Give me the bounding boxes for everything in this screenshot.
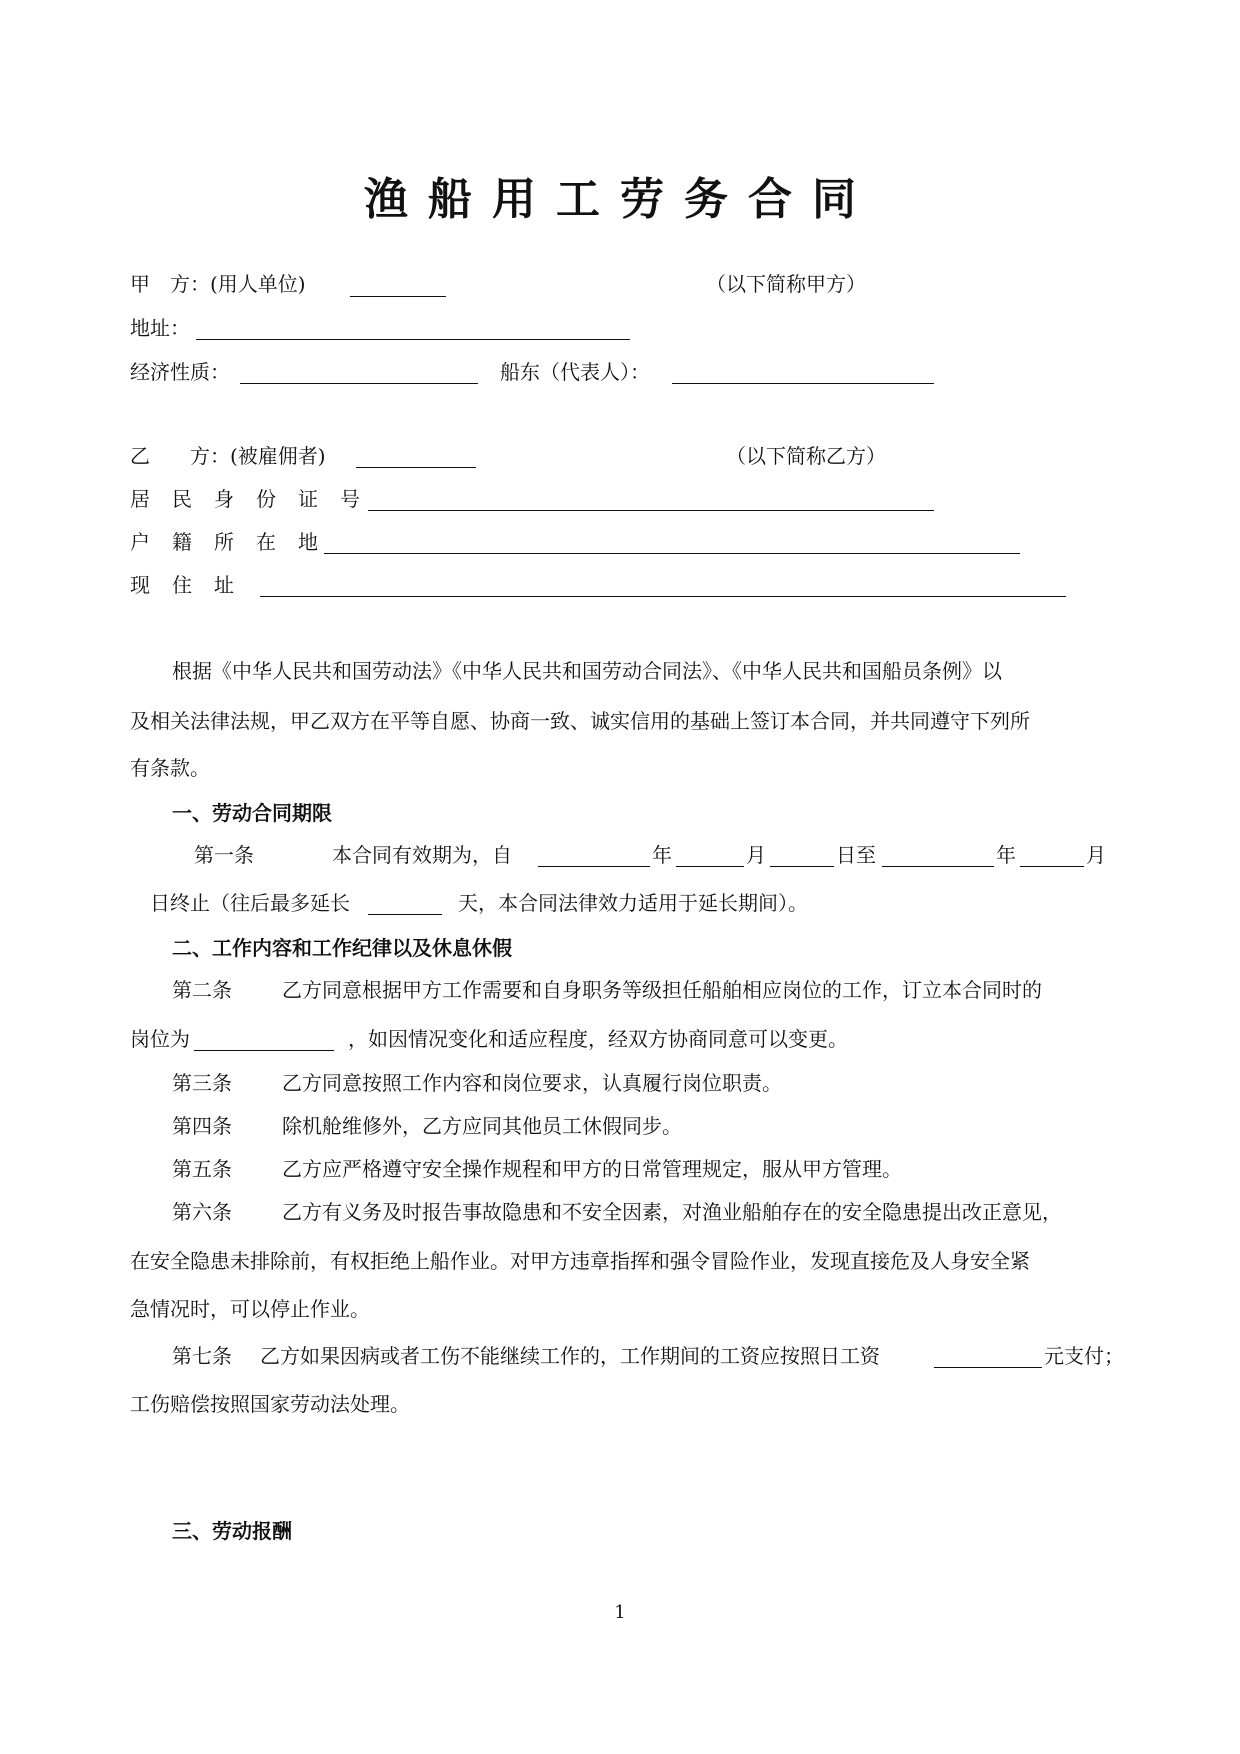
owner-label: 船东（代表人）： [500,360,650,384]
residence-label: 现住址 [130,573,256,597]
article-4-text: 除机舱维修外，乙方应同其他员工休假同步。 [282,1114,682,1138]
party-b-suffix: （以下简称乙方） [726,444,886,468]
article-5-text: 乙方应严格遵守安全操作规程和甲方的日常管理规定，服从甲方管理。 [282,1157,902,1181]
section-3-heading: 三、劳动报酬 [172,1519,292,1543]
start-month-label: 月 [746,843,766,867]
party-a-suffix: （以下简称甲方） [706,272,866,296]
end-year-line [882,866,994,867]
article-7-line-1a: 乙方如果因病或者工伤不能继续工作的，工作期间的工资应按照日工资 [260,1344,880,1368]
party-a-name-line [350,296,446,297]
party-b-name-line [356,467,476,468]
end-year-label: 年 [996,843,1016,867]
article-6-line-2: 在安全隐患未排除前，有权拒绝上船作业。对甲方违章指挥和强令冒险作业，发现直接危及人身安全紧 [130,1249,1030,1273]
article-6-label: 第六条 [172,1200,232,1224]
page-number: 1 [614,1602,626,1623]
article-1-text: 本合同有效期为，自 [332,843,512,867]
article-2-label: 第二条 [172,978,232,1002]
address-label: 地址： [130,316,190,340]
document-title: 渔船用工劳务合同 [364,174,876,225]
start-year-line [538,866,650,867]
party-a-label: 甲 方：(用人单位) [130,272,306,296]
article-7-label: 第七条 [172,1344,232,1368]
preamble-line-3: 有条款。 [130,756,210,780]
owner-line [672,383,934,384]
article-1-label: 第一条 [194,843,254,867]
id-label: 居民身份证号 [130,487,382,511]
household-label: 户籍所在地 [130,530,340,554]
article-7-line-2: 工伤赔偿按照国家劳动法处理。 [130,1392,410,1416]
id-line [368,510,934,511]
household-line [324,553,1020,554]
end-month-label: 月 [1086,843,1106,867]
article-6-line-3: 急情况时，可以停止作业。 [130,1297,370,1321]
preamble-line-2: 及相关法律法规，甲乙双方在平等自愿、协商一致、诚实信用的基础上签订本合同，并共同遵守下列所 [130,709,1030,733]
article-4-label: 第四条 [172,1114,232,1138]
start-day-to-label: 日至 [836,843,876,867]
article-2-line-2a: 岗位为 [130,1027,190,1051]
position-line [194,1050,334,1051]
article-5-label: 第五条 [172,1157,232,1181]
article-2-line-2b: ，如因情况变化和适应程度，经双方协商同意可以变更。 [348,1027,848,1051]
article-3-label: 第三条 [172,1071,232,1095]
residence-line [260,596,1066,597]
section-2-heading: 二、工作内容和工作纪律以及休息休假 [172,936,512,960]
end-month-line [1020,866,1084,867]
article-7-line-1b: 元支付； [1044,1344,1124,1368]
preamble-line-1: 根据《中华人民共和国劳动法》《中华人民共和国劳动合同法》、《中华人民共和国船员条例》以 [172,659,1002,683]
extension-days-line [368,914,442,915]
article-2-line-1: 乙方同意根据甲方工作需要和自身职务等级担任船舶相应岗位的工作，订立本合同时的 [282,978,1042,1002]
start-day-line [770,866,834,867]
start-month-line [676,866,744,867]
nature-line [240,383,478,384]
article-1-line-2b: 天，本合同法律效力适用于延长期间）。 [458,891,808,915]
article-1-line-2a: 日终止（往后最多延长 [150,891,350,915]
party-b-label: 乙 方：(被雇佣者) [130,444,326,468]
section-1-heading: 一、劳动合同期限 [172,801,332,825]
article-3-text: 乙方同意按照工作内容和岗位要求，认真履行岗位职责。 [282,1071,782,1095]
daily-wage-line [934,1367,1042,1368]
address-line [196,339,630,340]
start-year-label: 年 [652,843,672,867]
article-6-line-1: 乙方有义务及时报告事故隐患和不安全因素，对渔业船舶存在的安全隐患提出改正意见， [282,1200,1062,1224]
nature-label: 经济性质： [130,360,230,384]
